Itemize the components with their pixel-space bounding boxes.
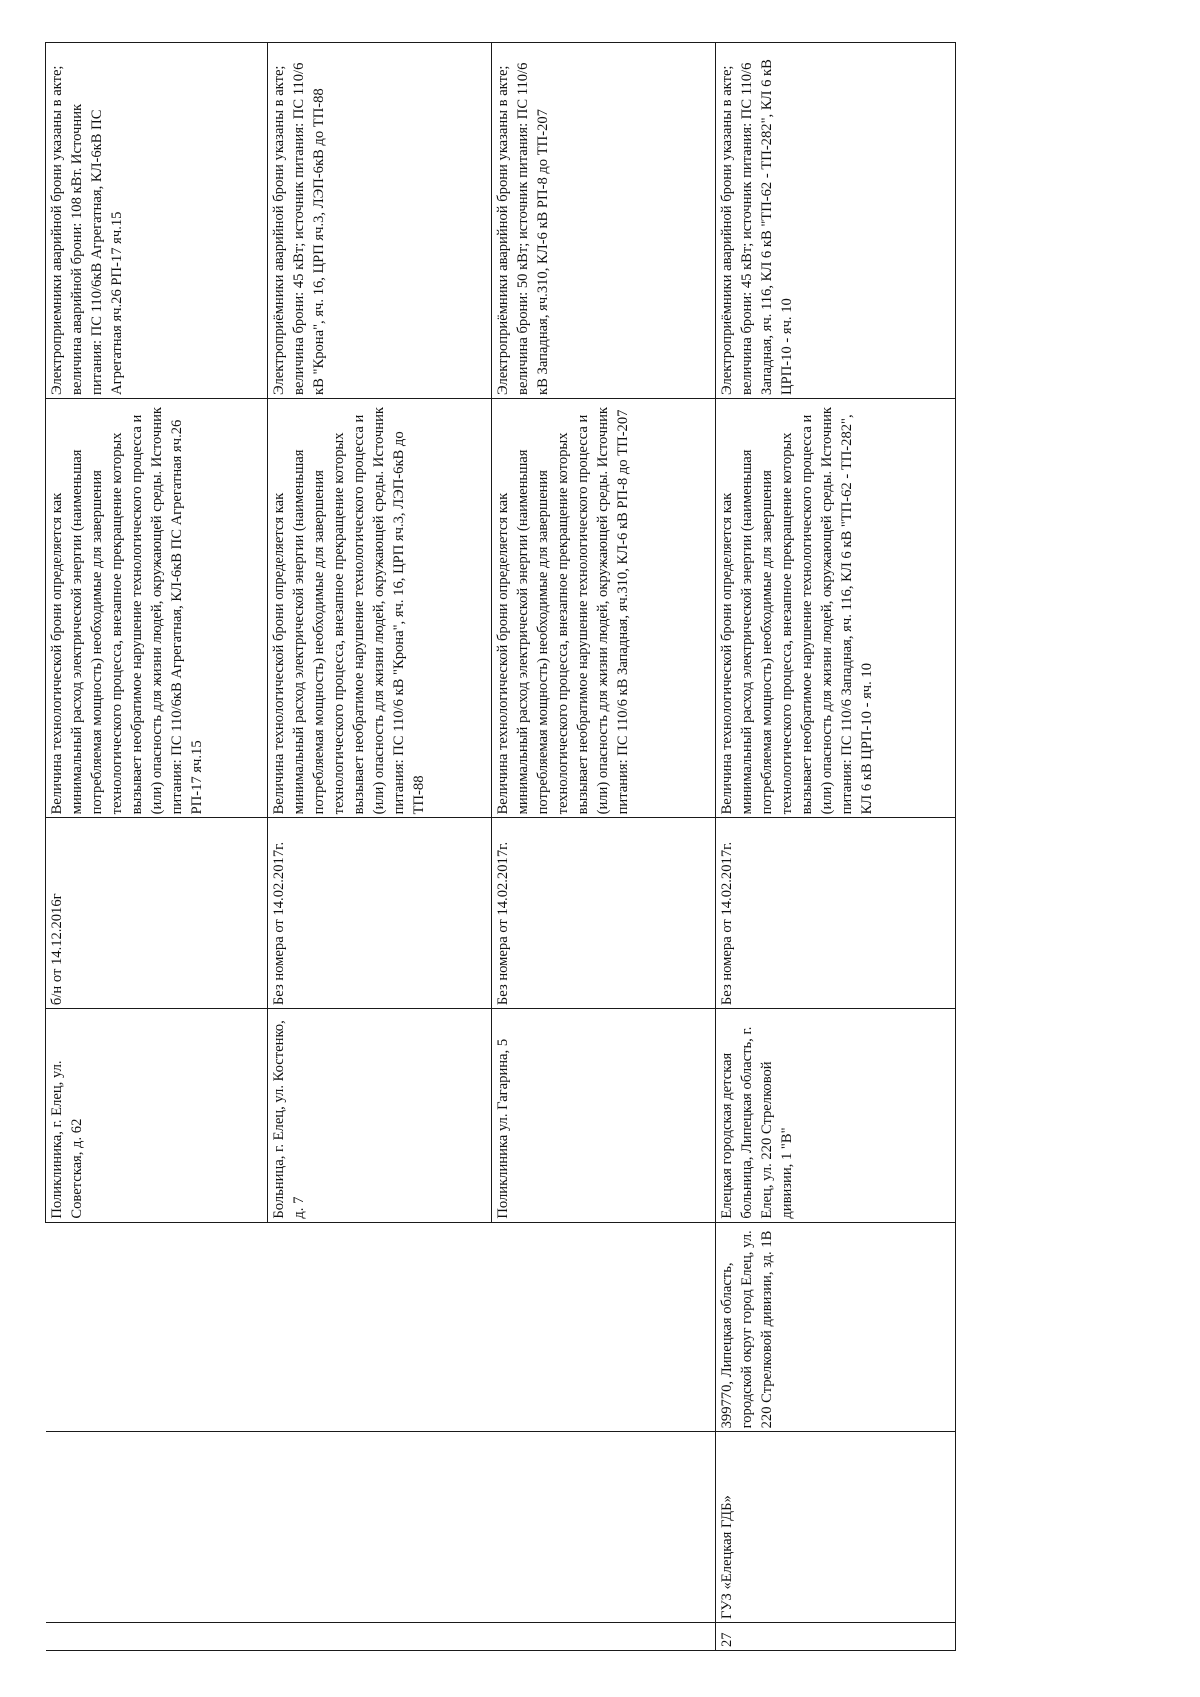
cell-organization [268,1432,492,1623]
cell-num [492,1623,716,1651]
cell-organization: ГУЗ «Елецкая ГДБ» [716,1432,956,1623]
cell-tech-reserve: Величина технологической брони определяется как минимальный расход электрической энергии (наименьшая потребляемая мощность) необходимые для завершения технологического процесса, внезапное прекращение которых вызывает необратимое нарушение технологического процесса и (или) опасность для жизни людей, окружающей среды. Источник питания: ПС 110/6кВ Агрегатная, КЛ-6кВ ПС Агрегатная яч.26 РП-17 яч.15 [46,398,268,817]
cell-emergency-reserve: Электроприёмники аварийной брони указаны в акте; величина брони: 50 кВт; источник питания: ПС 110/6 кВ Западная, яч.310, КЛ-6 кВ РП-8 до ТП-207 [492,43,716,399]
cell-object: Больница, г. Елец, ул. Костенко, д. 7 [268,1009,492,1223]
cell-object: Поликлиника, г. Елец, ул. Советская, д. 62 [46,1009,268,1223]
cell-organization [492,1432,716,1623]
table-row [492,43,716,1651]
cell-num [268,1623,492,1651]
cell-act: Без номера от 14.02.2017г. [716,818,956,1009]
cell-tech-reserve: Величина технологической брони определяется как минимальный расход электрической энергии (наименьшая потребляемая мощность) необходимые для завершения технологического процесса, внезапное прекращение которых вызывает необратимое нарушение технологического процесса и (или) опасность для жизни людей, окружающей среды. Источник питания: ПС 110/6 кВ Западная, яч.310, КЛ-6 кВ РП-8 до ТП-207 [492,398,716,817]
cell-act: Без номера от 14.02.2017г. [268,818,492,1009]
cell-org-address [46,1222,268,1432]
cell-num: 27 [716,1623,956,1651]
cell-org-address: 399770, Липецкая область, городской округ город Елец, ул. 220 Стрелковой дивизии, зд. 1В [716,1222,956,1432]
cell-org-address [492,1222,716,1432]
cell-emergency-reserve: Электроприёмники аварийной брони указаны в акте; величина брони: 45 кВт; источник питания: ПС 110/6 Западная, яч. 116, КЛ 6 кВ "ТП-62 - ТП-282", КЛ 6 кВ ЦРП-10 - яч. 10 [716,43,956,399]
cell-object: Елецкая городская детская больница, Липецкая область, г. Елец, ул. 220 Стрелковой дивизии, 1 "В" [716,1009,956,1223]
cell-org-address [268,1222,492,1432]
cell-tech-reserve: Величина технологической брони определяется как минимальный расход электрической энергии (наименьшая потребляемая мощность) необходимые для завершения технологического процесса, внезапное прекращение которых вызывает необратимое нарушение технологического процесса и (или) опасность для жизни людей, окружающей среды. Источник питания: ПС 110/6 кВ "Крона", яч. 16, ЦРП яч.3, ЛЭП-6кВ до ТП-88 [268,398,492,817]
cell-tech-reserve: Величина технологической брони определяется как минимальный расход электрической энергии (наименьшая потребляемая мощность) необходимые для завершения технологического процесса, внезапное прекращение которых вызывает необратимое нарушение технологического процесса и (или) опасность для жизни людей, окружающей среды. Источник питания: ПС 110/6 Западная, яч. 116, КЛ 6 кВ "ТП-62 - ТП-282", КЛ 6 кВ ЦРП-10 - яч. 10 [716,398,956,817]
reserve-table [45,42,956,1651]
table-row [716,43,956,1651]
table-row [46,43,268,1651]
cell-num [46,1623,268,1651]
cell-emergency-reserve: Электроприёмники аварийной брони указаны в акте; величина брони: 45 кВт; источник питания: ПС 110/6 кВ "Крона", яч. 16, ЦРП яч.3, ЛЭП-6кВ до ТП-88 [268,43,492,399]
rotated-page [45,42,1035,1651]
cell-object: Поликлиника ул. Гагарина, 5 [492,1009,716,1223]
cell-emergency-reserve: Электроприемники аварийной брони указаны в акте; величина аварийной брони: 108 кВт. Источник питания: ПС 110/6кВ Агрегатная, КЛ-6кВ ПС Агрегатная яч.26 РП-17 яч.15 [46,43,268,399]
cell-act: Без номера от 14.02.2017г. [492,818,716,1009]
cell-act: б/н от 14.12.2016г [46,818,268,1009]
cell-organization [46,1432,268,1623]
table-row [268,43,492,1651]
